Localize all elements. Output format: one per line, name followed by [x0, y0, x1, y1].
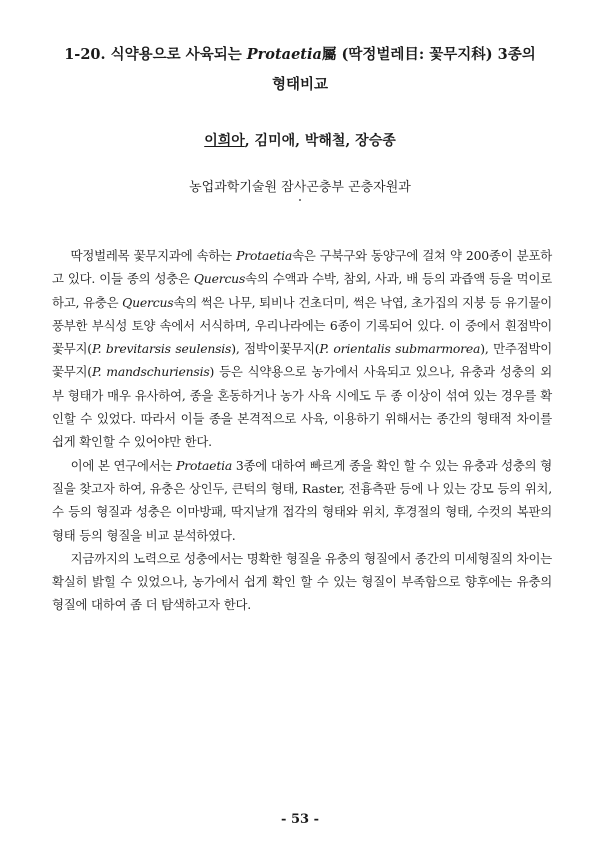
title-line-1: 1-20. 식약용으로 사육되는 Protaetia屬 (딱정벌레目: 꽃무지科) 3종의 — [64, 46, 536, 63]
abstract-body — [52, 244, 552, 617]
affiliation: 농업과학기술원 잠사곤충부 곤충자원과 — [189, 180, 411, 195]
page-number: - 53 - — [281, 812, 319, 827]
co-authors: , 김미애, 박해철, 장승종 — [244, 133, 396, 149]
paragraph-2: 이에 본 연구에서는 Protaetia 3종에 대하여 빠르게 종을 확인 할 수 있는 유충과 성충의 형질을 찾고자 하여, 유충은 상인두, 큰턱의 형태, Raster, 전흉측판 등에 나 있는 강모 등의 위치, 수 등의 형질과 성충은 이마방패, 딱지날개 접각의 형태와 위치, 후경절의 형태, 수컷의 복판의 형태 등의 형질을 비교 분석하였다. — [52, 457, 552, 543]
title-line-2: 형태비교 — [271, 76, 329, 93]
paper-title — [40, 40, 560, 100]
presenting-author: 이희아 — [204, 133, 245, 149]
author-list — [0, 130, 600, 150]
decorative-dot — [299, 199, 301, 201]
paragraph-3: 지금까지의 노력으로 성충에서는 명확한 형질을 유충의 형질에서 종간의 미세형질의 차이는 확실히 밝힐 수 있었으나, 농가에서 쉽게 확인 할 수 있는 형질이 부족함으로 향후에는 유충의 형질에 대하여 좀 더 탐색하고자 한다. — [52, 550, 552, 613]
paragraph-1: 딱정벌레목 꽃무지과에 속하는 Protaetia속은 구북구와 동양구에 걸쳐 약 200종이 분포하고 있다. 이들 종의 성충은 Quercus속의 수액과 수박, 참외, 사과, 배 등의 과즙액 등을 먹이로 하고, 유충은 Quercus속의 썩은 나무, 퇴비나 건초더미, 썩은 낙엽, 초가집의 지붕 등 유기물이 풍부한 부식성 토양 속에서 서식하며, 우리나라에는 6종이 기록되어 있다. 이 중에서 흰점박이꽃무지(P. brevitarsis seulensis), 점박이꽃무지(P. orientalis submarmorea), 만주점박이꽃무지(P. mandschuriensis) 등은 식약용으로 농가에서 사육되고 있으나, 유충과 성충의 외부 형태가 매우 유사하여, 종을 혼동하거나 농가 사육 시에도 두 종 이상이 섞여 있는 경우를 확인할 수 있었다. 따라서 이들 종을 본격적으로 사육, 이용하기 위해서는 종간의 형태적 차이를 쉽게 확인할 수 있어야만 한다. — [52, 248, 553, 450]
